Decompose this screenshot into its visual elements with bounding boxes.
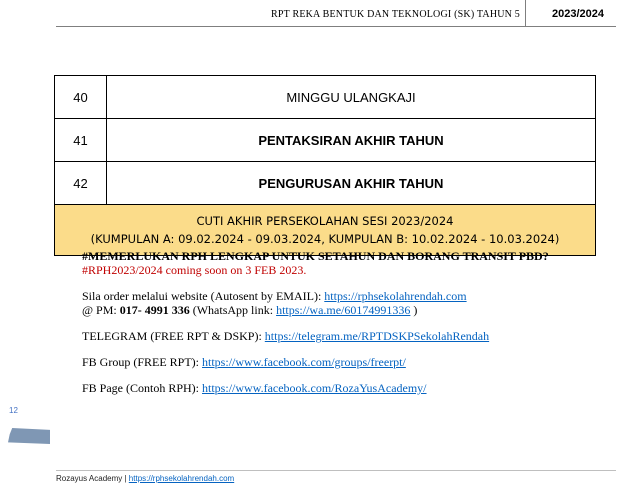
week-activity: PENGURUSAN AKHIR TAHUN <box>107 162 596 205</box>
holiday-title: CUTI AKHIR PERSEKOLAHAN SESI 2023/2024 <box>196 214 454 228</box>
page-header <box>0 0 638 28</box>
footer-separator: | <box>122 474 129 483</box>
order-line <box>82 289 602 303</box>
page-number: 12 <box>9 406 18 415</box>
page-tab-decoration <box>8 428 50 444</box>
pm-suffix: ) <box>410 303 418 317</box>
footer-rule <box>56 470 616 471</box>
pm-line <box>82 303 602 317</box>
telegram-link[interactable]: https://telegram.me/RPTDSKPSekolahRendah <box>264 329 490 343</box>
fbpage-label: FB Page (Contoh RPH): <box>82 381 203 395</box>
header-separator <box>525 0 526 26</box>
footer-link[interactable]: https://rphsekolahrendah.com <box>128 474 235 483</box>
telegram-line <box>82 329 602 343</box>
whatsapp-link[interactable]: https://wa.me/60174991336 <box>276 303 411 317</box>
weekly-plan-table <box>54 75 596 256</box>
rph-heading: #MEMERLUKAN RPH LENGKAP UNTUK SETAHUN DAN BORANG TRANSIT PBD? <box>82 249 549 263</box>
holiday-cell <box>55 205 596 256</box>
info-block <box>82 249 602 395</box>
fbgroup-line <box>82 355 602 369</box>
holiday-row <box>55 205 596 256</box>
fbgroup-link[interactable]: https://www.facebook.com/groups/freerpt/ <box>202 355 406 369</box>
week-number: 41 <box>55 119 107 162</box>
week-number: 42 <box>55 162 107 205</box>
order-label: Sila order melalui website (Autosent by EMAIL): <box>82 289 325 303</box>
document-title: RPT REKA BENTUK DAN TEKNOLOGI (SK) TAHUN 5 <box>271 9 520 20</box>
coming-soon-note: #RPH2023/2024 coming soon on 3 FEB 2023. <box>82 263 307 277</box>
table-row <box>55 76 596 119</box>
table-row <box>55 119 596 162</box>
table-row <box>55 162 596 205</box>
pm-label: @ PM: <box>82 303 120 317</box>
fbpage-line <box>82 381 602 395</box>
fbpage-link[interactable]: https://www.facebook.com/RozaYusAcademy/ <box>202 381 427 395</box>
header-rule <box>56 26 616 27</box>
holiday-dates: (KUMPULAN A: 09.02.2024 - 09.03.2024, KUMPULAN B: 10.02.2024 - 10.03.2024) <box>90 232 560 246</box>
website-link[interactable]: https://rphsekolahrendah.com <box>324 289 467 303</box>
session-year: 2023/2024 <box>552 8 604 20</box>
telegram-label: TELEGRAM (FREE RPT & DSKP): <box>82 329 265 343</box>
phone-number: 017- 4991 336 <box>119 303 190 317</box>
fbgroup-label: FB Group (FREE RPT): <box>82 355 203 369</box>
week-activity: PENTAKSIRAN AKHIR TAHUN <box>107 119 596 162</box>
page-footer <box>56 474 234 483</box>
whatsapp-label: (WhatsApp link: <box>189 303 277 317</box>
week-activity: MINGGU ULANGKAJI <box>107 76 596 119</box>
footer-brand: Rozayus Academy <box>56 474 123 483</box>
week-number: 40 <box>55 76 107 119</box>
